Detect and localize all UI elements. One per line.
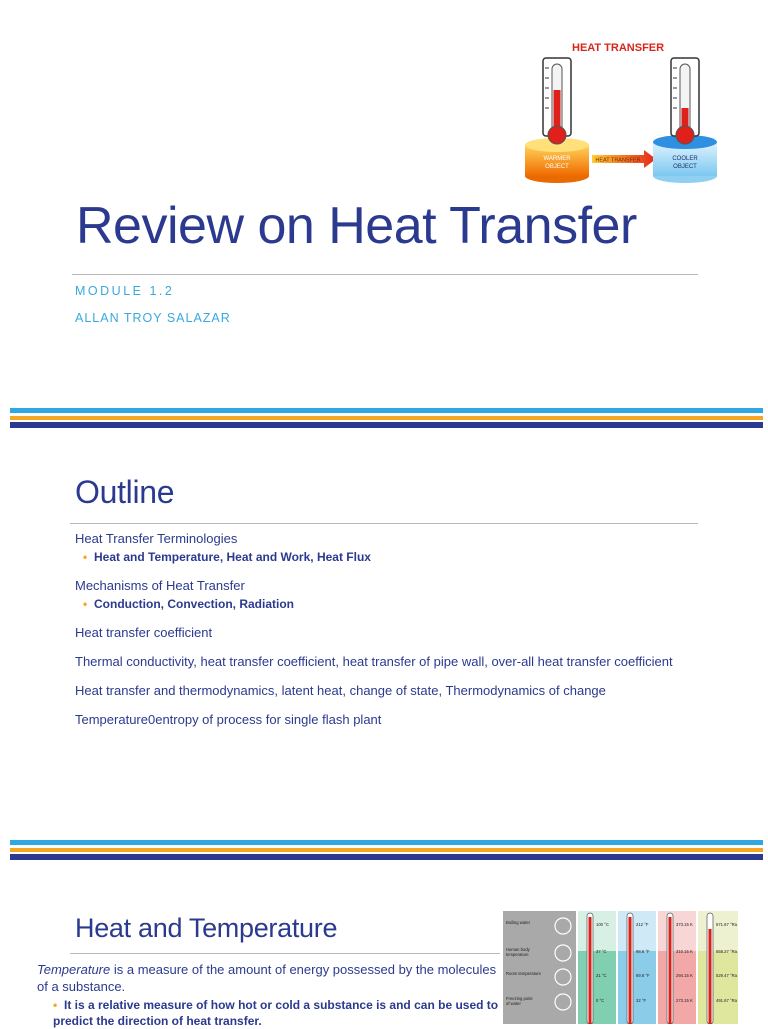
heat-temperature-divider-line: [70, 953, 500, 954]
warmer-label-line2: OBJECT: [545, 164, 569, 170]
outline-item: [75, 653, 705, 670]
fahrenheit-value: 32 °F: [636, 998, 647, 1003]
slide-title: Review on Heat Transfer: [76, 197, 637, 255]
slide-separator: [10, 408, 763, 428]
outline-subitem: [83, 596, 705, 612]
cooler-label-line2: OBJECT: [673, 164, 697, 170]
chart-row-label: Room temperature: [506, 971, 541, 976]
temperature-definition: [37, 961, 507, 995]
kelvin-value: 294.15 K: [676, 973, 693, 978]
heat-temperature-title: Heat and Temperature: [75, 913, 338, 943]
heat-temperature-body: [37, 961, 507, 1029]
cooler-label-line1: COOLER: [672, 156, 698, 162]
outline-item-text: Heat transfer coefficient: [75, 625, 213, 640]
warm-thermometer-icon: [543, 58, 571, 144]
outline-item: [75, 530, 705, 565]
outline-item: [75, 577, 705, 612]
warmer-label-line1: WARMER: [543, 156, 571, 162]
heat-transfer-illustration: [510, 38, 740, 188]
kelvin-value: 373.15 K: [676, 922, 693, 927]
outline-subitem: [83, 549, 705, 565]
rankine-value: 491.67 °Ra: [716, 998, 737, 1003]
celsius-value: 37 °C: [596, 949, 607, 954]
chart-row-label: temperature: [506, 952, 529, 957]
temperature-bullet-text: It is a relative measure of how hot or cold a substance is and can be used to predict the direction of heat transfer.: [53, 998, 499, 1028]
outline-item: [75, 682, 705, 699]
outline-item: [75, 711, 705, 728]
celsius-value: 100 °C: [596, 922, 609, 927]
outline-item-text: Temperature0entropy of process for single flash plant: [75, 712, 382, 727]
bullet-icon: •: [53, 998, 58, 1012]
outline-item: [75, 624, 705, 641]
temperature-bullet: [53, 997, 507, 1029]
chart-row-label: Freezing point: [506, 996, 533, 1001]
chart-row-label: Human body: [506, 947, 530, 952]
title-divider-line: [72, 274, 698, 275]
outline-list: [75, 530, 705, 740]
outline-item-text: Thermal conductivity, heat transfer coefficient, heat transfer of pipe wall, over-all heat transfer coefficient: [75, 654, 673, 669]
outline-divider-line: [70, 523, 698, 524]
arrow-label: HEAT TRANSFER: [595, 157, 641, 164]
outline-title: Outline: [75, 474, 175, 510]
celsius-value: 0 °C: [596, 998, 605, 1003]
celsius-value: 21 °C: [596, 973, 607, 978]
chart-row-label: Boiling water: [506, 920, 530, 925]
rankine-value: 529.47 °Ra: [716, 973, 737, 978]
bullet-icon: •: [83, 597, 88, 611]
author-name: ALLAN TROY SALAZAR: [75, 311, 231, 325]
fahrenheit-value: 212 °F: [636, 922, 649, 927]
outline-item-text: Heat Transfer Terminologies: [75, 531, 238, 546]
bullet-icon: •: [83, 550, 88, 564]
slide-separator: [10, 840, 763, 860]
kelvin-value: 310.15 K: [676, 949, 693, 954]
module-label: MODULE 1.2: [75, 284, 175, 298]
temperature-term: Temperature: [37, 962, 111, 977]
fahrenheit-value: 98.6 °F: [636, 949, 650, 954]
outline-subitem-text: Conduction, Convection, Radiation: [94, 597, 294, 611]
rankine-value: 671.67 °Ra: [716, 922, 737, 927]
temperature-definition-text: is a measure of the amount of energy possessed by the molecules of a substance.: [37, 962, 497, 994]
fahrenheit-value: 69.8 °F: [636, 973, 650, 978]
chart-row-label: of water: [506, 1001, 521, 1006]
rankine-value: 558.27 °Ra: [716, 949, 737, 954]
graphic-title: HEAT TRANSFER: [572, 42, 665, 54]
cool-thermometer-icon: [671, 58, 699, 144]
outline-item-text: Heat transfer and thermodynamics, latent heat, change of state, Thermodynamics of change: [75, 683, 606, 698]
outline-item-text: Mechanisms of Heat Transfer: [75, 578, 245, 593]
kelvin-value: 273.15 K: [676, 998, 693, 1003]
outline-subitem-text: Heat and Temperature, Heat and Work, Heat Flux: [94, 550, 371, 564]
temperature-scales-chart: [503, 911, 738, 1024]
